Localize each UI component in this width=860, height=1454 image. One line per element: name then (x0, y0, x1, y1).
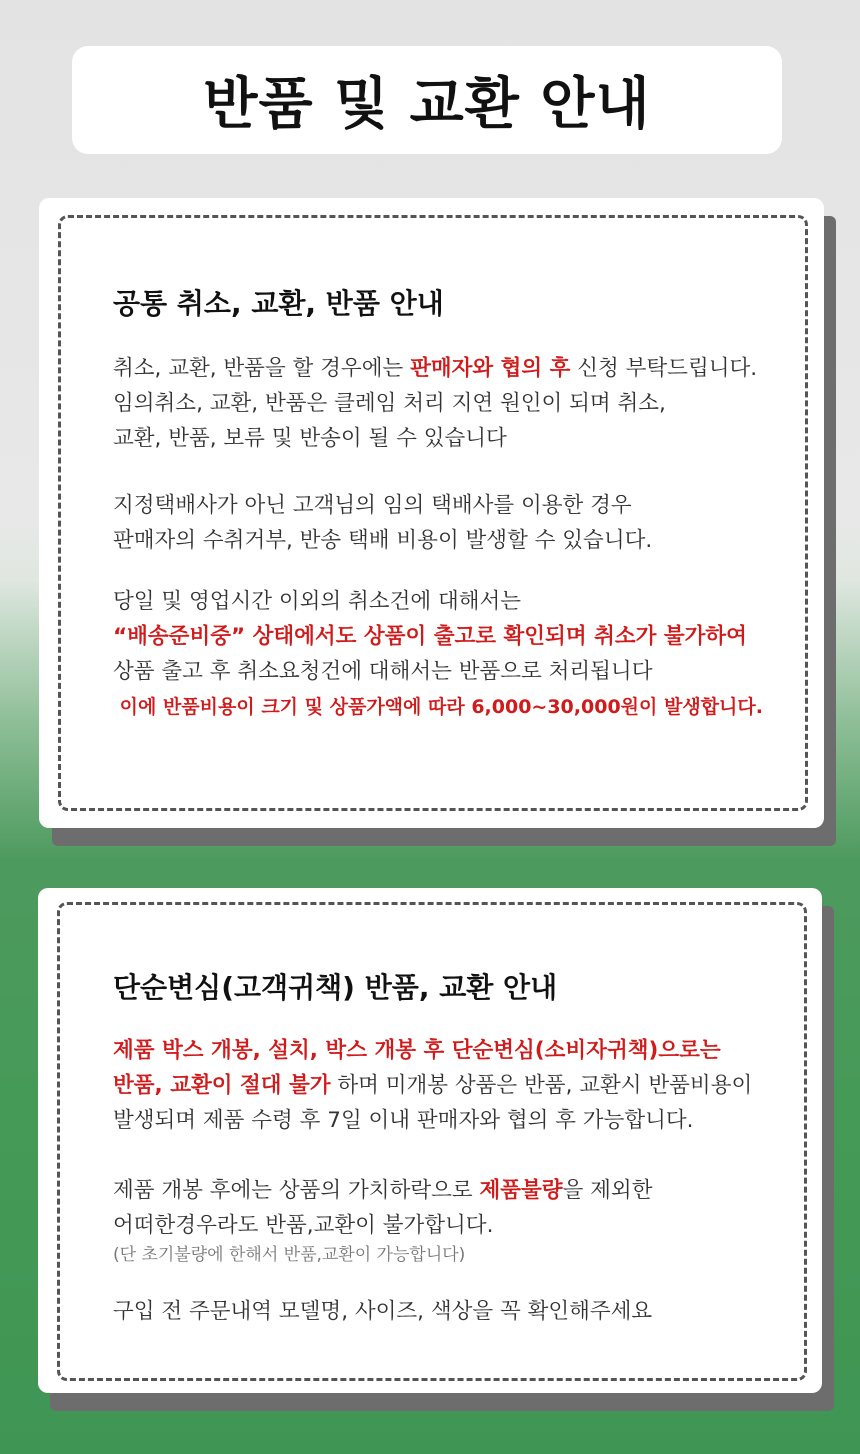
text-line: 구입 전 주문내역 모델명, 사이즈, 색상을 꼭 확인해주세요 (113, 1299, 653, 1324)
highlight-text: 제품불량 (479, 1178, 563, 1203)
text-line: 지정택배사가 아닌 고객님의 임의 택배사를 이용한 경우 (113, 493, 632, 518)
section-heading: 공통 취소, 교환, 반품 안내 (113, 287, 444, 320)
section-heading: 단순변심(고객귀책) 반품, 교환 안내 (113, 971, 558, 1004)
paragraph-cancel-policy (113, 351, 757, 456)
paragraph-defect-policy (113, 1173, 652, 1267)
paragraph-courier-policy (113, 488, 652, 558)
text-line: 당일 및 영업시간 이외의 취소건에 대해서는 (113, 589, 522, 614)
text-line: 취소, 교환, 반품을 할 경우에는 판매자와 협의 후 신청 부탁드립니다. (113, 356, 758, 381)
text-line: 반품, 교환이 절대 불가 하며 미개봉 상품은 반품, 교환시 반품비용이 (113, 1073, 753, 1098)
text-line: 판매자의 수취거부, 반송 택배 비용이 발생할 수 있습니다. (113, 528, 653, 553)
section-common-content (113, 282, 444, 322)
text-line: 교환, 반품, 보류 및 반송이 될 수 있습니다 (113, 426, 507, 451)
page-title: 반품 및 교환 안내 (203, 72, 651, 137)
text-line: 제품 개봉 후에는 상품의 가치하락으로 제품불량을 제외한 (113, 1178, 653, 1203)
highlight-text: “배송준비중” 상태에서도 상품이 출고로 확인되며 취소가 불가하여 (113, 624, 747, 649)
text-line: 발생되며 제품 수령 후 7일 이내 판매자와 협의 후 가능합니다. (113, 1108, 694, 1133)
highlight-text: 반품, 교환이 절대 불가 (113, 1073, 331, 1098)
title-banner (72, 46, 782, 154)
paragraph-opened-product-policy (113, 1033, 752, 1138)
text-line: 임의취소, 교환, 반품은 클레임 처리 지연 원인이 되며 취소, (113, 391, 666, 416)
initial-defect-note: (단 초기불량에 한해서 반품,교환이 가능합니다) (113, 1245, 466, 1265)
text-line: 상품 출고 후 취소요청건에 대해서는 반품으로 처리됩니다 (113, 659, 653, 684)
section-change-of-mind-content (113, 966, 557, 1006)
return-fee-note: 이에 반품비용이 크기 및 상품가액에 따라 6,000~30,000원이 발생합니다. (113, 696, 763, 718)
paragraph-check-order (113, 1294, 652, 1329)
text-line: 어떠한경우라도 반품,교환이 불가합니다. (113, 1213, 494, 1238)
highlight-text: 판매자와 협의 후 (410, 356, 571, 381)
highlight-text: 제품 박스 개봉, 설치, 박스 개봉 후 단순변심(소비자귀책)으로는 (113, 1038, 721, 1063)
paragraph-shipping-policy (113, 584, 763, 725)
